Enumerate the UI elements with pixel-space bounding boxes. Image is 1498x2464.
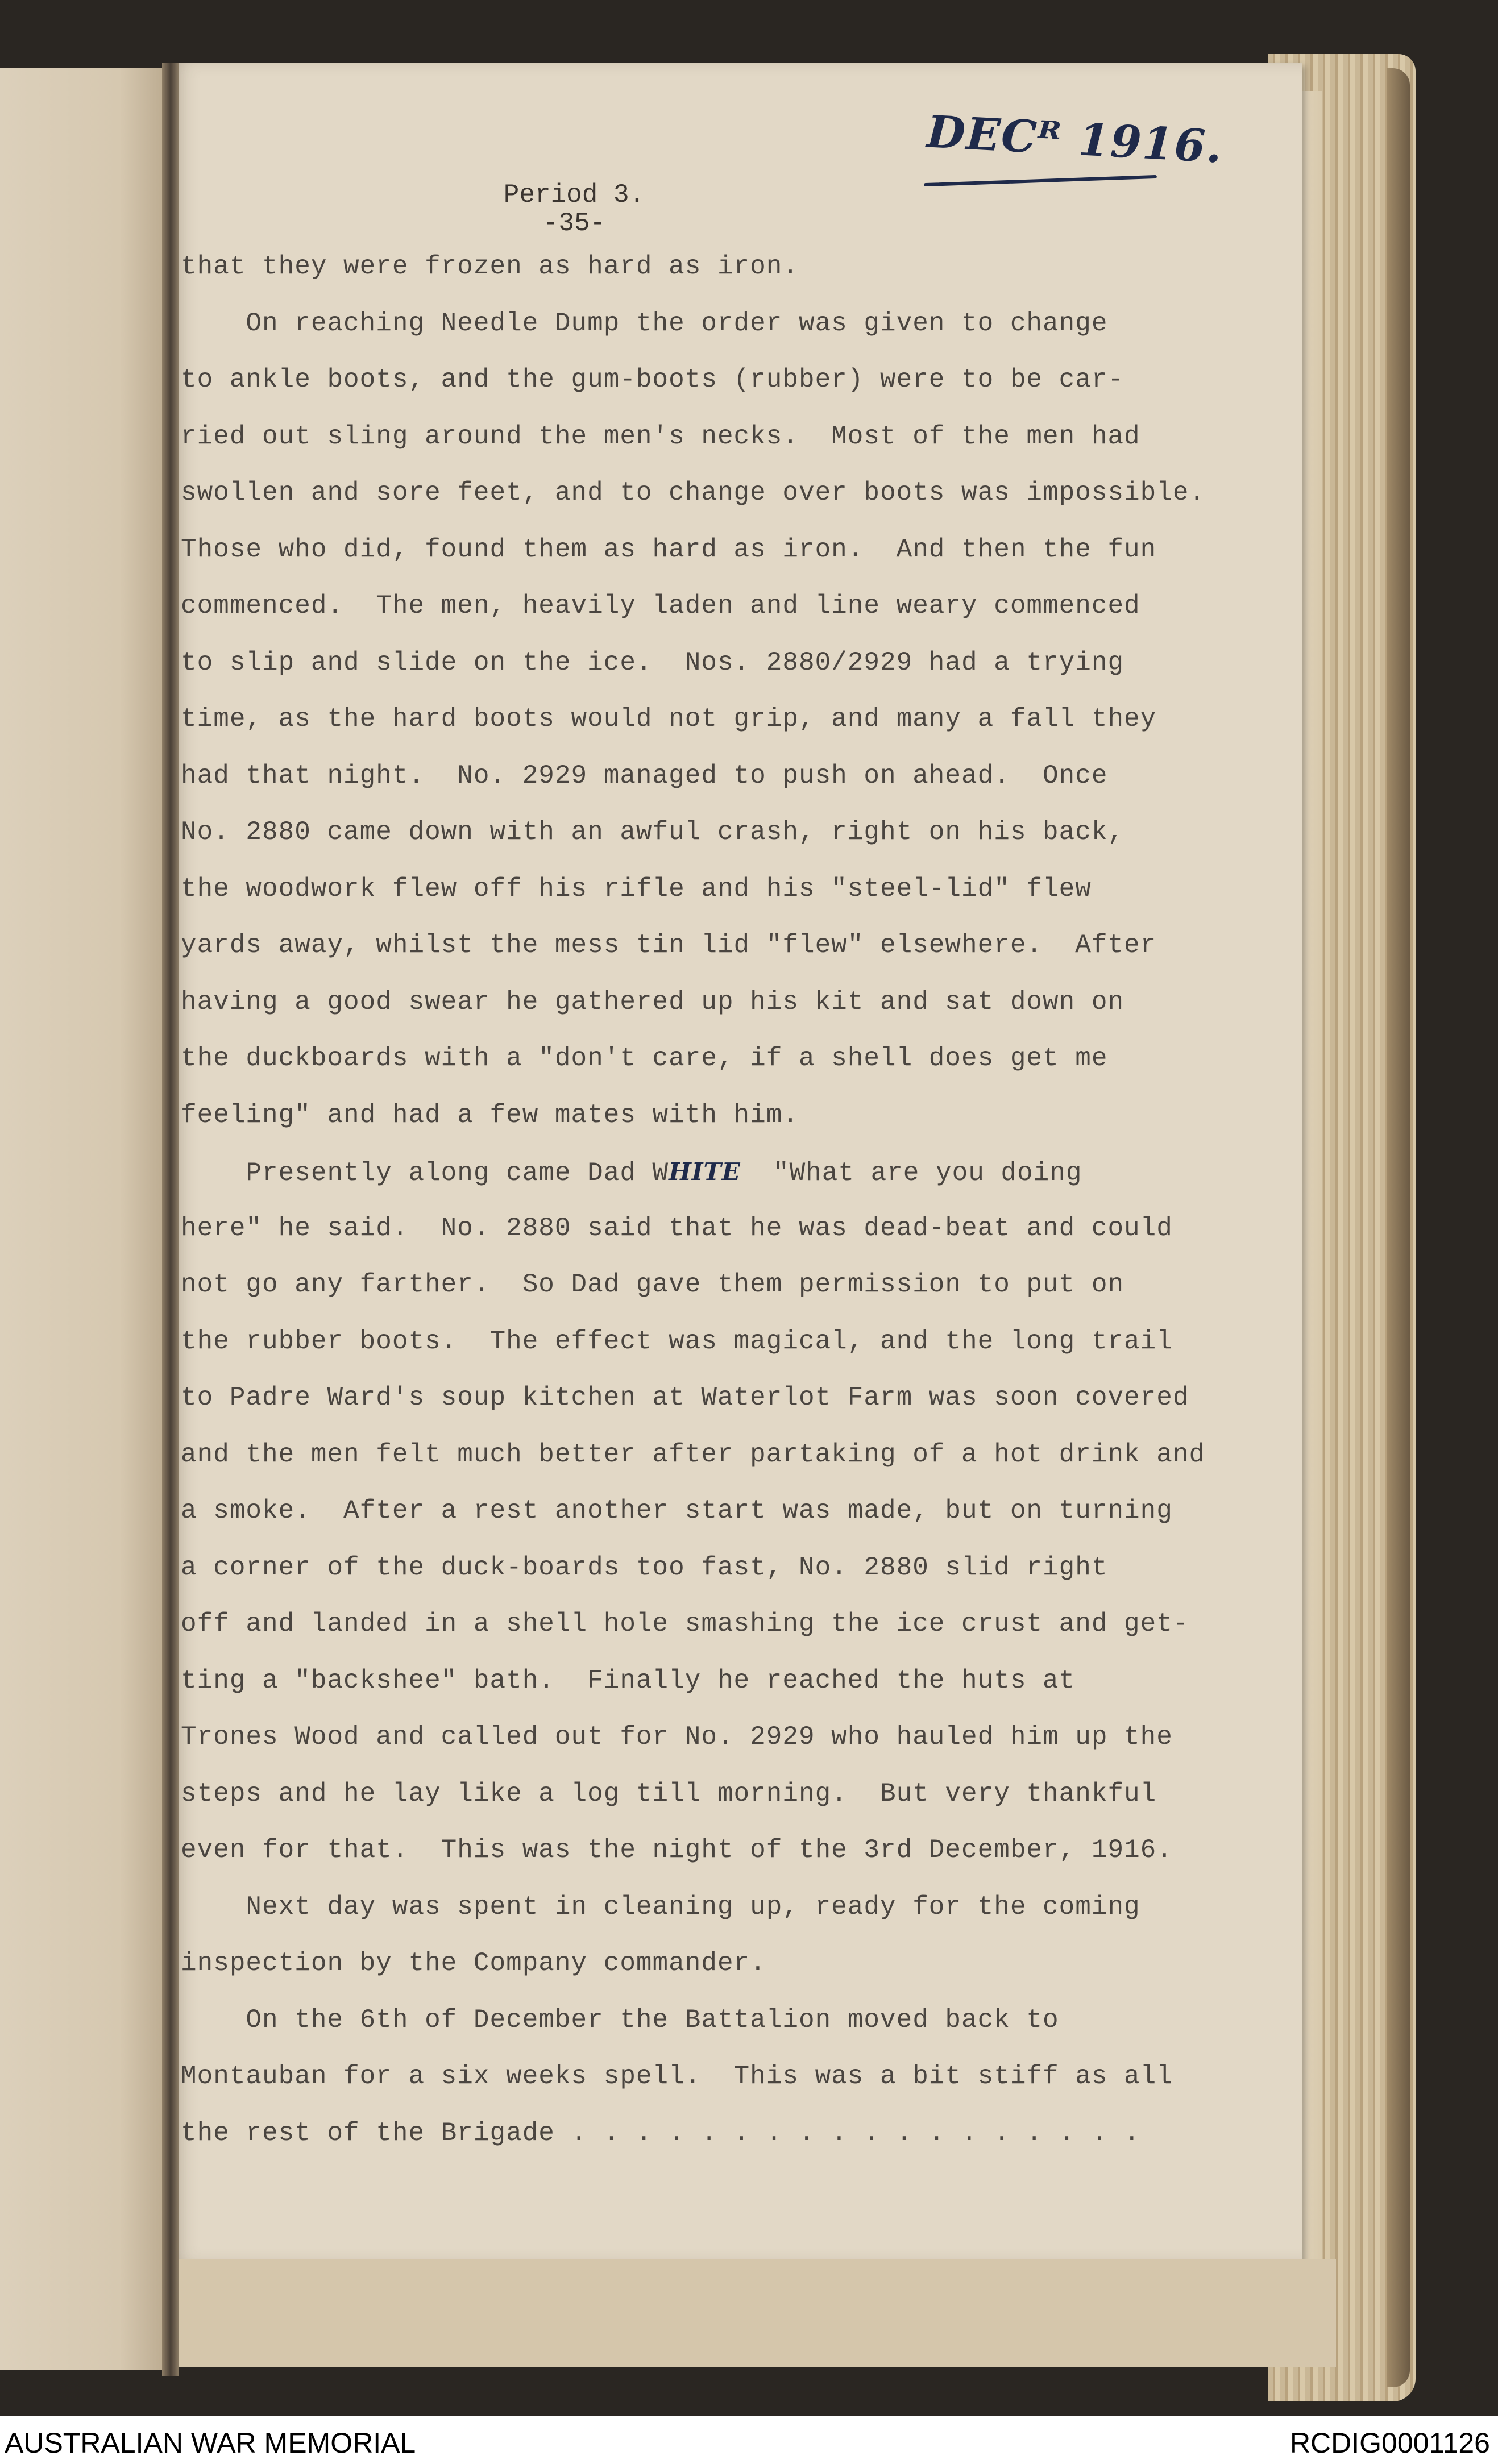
text-line-content: the rubber boots. The effect was magical, and the long trail [181, 1326, 1173, 1356]
text-line [181, 578, 1261, 635]
text-line [181, 1144, 1261, 1200]
text-line-content: steps and he lay like a log till morning. But very thankful [181, 1779, 1157, 1809]
book-edge [1387, 68, 1410, 2387]
text-line-continuation: "What are you doing [740, 1158, 1082, 1188]
text-line-content: Those who did, found them as hard as iron. And then the fun [181, 534, 1157, 564]
text-line [181, 522, 1261, 579]
text-line [181, 917, 1261, 974]
text-line [181, 804, 1261, 861]
text-line-content: off and landed in a shell hole smashing the ice crust and get- [181, 1609, 1189, 1639]
book-gutter [162, 63, 179, 2376]
footer-identifier: RCDIG0001126 [1289, 2427, 1490, 2459]
text-line-content: that they were frozen as hard as iron. [181, 252, 799, 281]
text-line-content: commenced. The men, heavily laden and line weary commenced [181, 591, 1140, 621]
text-line-content: swollen and sore feet, and to change over boots was impossible. [181, 478, 1206, 508]
text-line [181, 465, 1261, 522]
text-line [181, 1709, 1261, 1766]
text-line-content: not go any farther. So Dad gave them permission to put on [181, 1270, 1124, 1299]
text-line-content: Trones Wood and called out for No. 2929 who hauled him up the [181, 1722, 1173, 1752]
text-line-content: had that night. No. 2929 managed to push on ahead. Once [181, 761, 1108, 791]
text-line-content: Next day was spent in cleaning up, ready for the coming [181, 1892, 1140, 1922]
text-line-content: to slip and slide on the ice. Nos. 2880/2929 had a trying [181, 647, 1124, 678]
text-line-content: time, as the hard boots would not grip, and many a fall they [181, 704, 1157, 734]
text-line [181, 1653, 1261, 1710]
text-line [181, 1935, 1261, 1992]
page-bottom-edge [171, 2259, 1336, 2367]
text-line [181, 1766, 1261, 1823]
page-number: -35- [542, 209, 606, 238]
text-line [181, 1992, 1261, 2049]
text-line [181, 1540, 1261, 1597]
text-line [181, 352, 1261, 409]
text-line [181, 1370, 1261, 1427]
text-line-content: On the 6th of December the Battalion moved back to [181, 2005, 1059, 2035]
text-line [181, 1596, 1261, 1653]
text-line-content: to Padre Ward's soup kitchen at Waterlot Farm was soon covered [181, 1383, 1189, 1412]
text-line-content: to ankle boots, and the gum-boots (rubber) were to be car- [181, 365, 1124, 394]
text-line [181, 1087, 1261, 1144]
text-line [181, 1314, 1261, 1370]
text-line [181, 1822, 1261, 1879]
text-line [181, 1427, 1261, 1484]
typed-body-text [181, 239, 1261, 2162]
text-line [181, 691, 1261, 748]
text-line-content: a corner of the duck-boards too fast, No. 2880 slid right [181, 1552, 1108, 1582]
text-line [181, 1879, 1261, 1936]
text-line-content: even for that. This was the night of the 3rd December, 1916. [181, 1835, 1173, 1865]
text-line [181, 409, 1261, 466]
text-line-content: a smoke. After a rest another start was made, but on turning [181, 1496, 1173, 1526]
text-line [181, 2105, 1261, 2162]
text-line [181, 1483, 1261, 1540]
handwritten-name-insert: HITE [669, 1158, 741, 1186]
text-line-content: Montauban for a six weeks spell. This was a bit stiff as all [181, 2062, 1173, 2091]
text-line-content: the rest of the Brigade . . . . . . . . . . . . . . . . . . [181, 2118, 1140, 2148]
text-line [181, 296, 1261, 352]
text-line-content: ting a "backshee" bath. Finally he reached the huts at [181, 1665, 1076, 1696]
text-line [181, 748, 1261, 805]
footer [0, 2419, 1498, 2464]
text-line-content: No. 2880 came down with an awful crash, right on his back, [181, 817, 1124, 847]
text-line-content: On reaching Needle Dump the order was given to change [181, 308, 1108, 338]
text-line-content: yards away, whilst the mess tin lid "flew" elsewhere. After [181, 930, 1157, 960]
text-line-content: feeling" and had a few mates with him. [181, 1100, 799, 1130]
text-line [181, 974, 1261, 1031]
text-line [181, 1200, 1261, 1257]
text-line [181, 1031, 1261, 1087]
period-title: Period 3. [503, 180, 645, 210]
footer-institution: AUSTRALIAN WAR MEMORIAL [5, 2427, 416, 2459]
text-line-content: and the men felt much better after partaking of a hot drink and [181, 1439, 1206, 1469]
text-line-content: having a good swear he gathered up his kit and sat down on [181, 987, 1124, 1017]
text-line-content: here" he said. No. 2880 said that he was dead-beat and could [181, 1213, 1173, 1243]
text-line-content: the woodwork flew off his rifle and his "steel-lid" flew [181, 874, 1092, 904]
handwritten-date: DECᴿ 1916. [925, 106, 1225, 173]
text-line-content: inspection by the Company commander. [181, 1948, 766, 1978]
text-line-content: Presently along came Dad W [181, 1158, 669, 1188]
text-line [181, 2049, 1261, 2105]
text-line [181, 861, 1261, 918]
left-page [0, 68, 171, 2370]
text-line-content: the duckboards with a "don't care, if a shell does get me [181, 1044, 1108, 1073]
text-line [181, 239, 1261, 296]
page-header [489, 181, 659, 238]
text-line-content: ried out sling around the men's necks. Most of the men had [181, 421, 1140, 451]
text-line [181, 635, 1261, 692]
text-line [181, 1257, 1261, 1314]
